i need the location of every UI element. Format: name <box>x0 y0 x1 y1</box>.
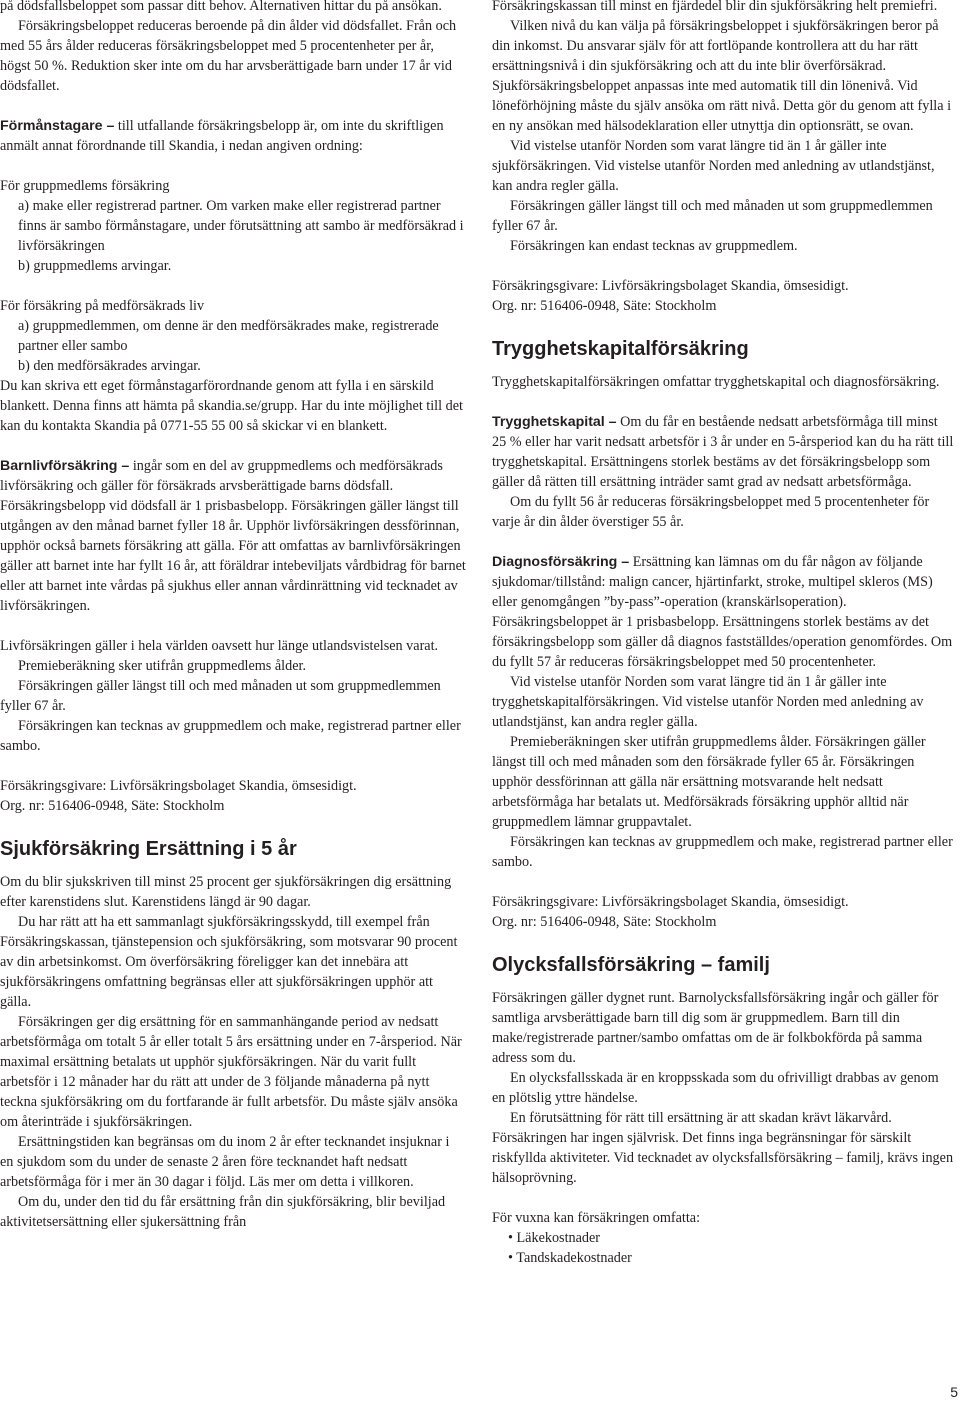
group-member-heading: För gruppmedlems försäkring <box>0 178 170 194</box>
list-item: • Läkekostnader <box>508 1228 954 1248</box>
diagnos-lead: Diagnosförsäkring – <box>492 554 630 570</box>
section-heading: Sjukförsäkring Ersättning i 5 år <box>0 838 297 860</box>
paragraph: Premieberäkningen sker utifrån gruppmedlems ålder. Försäkringen gäller längst till och med månaden som den försäkrade fyller 65 år. Försäkringen upphör dessförinnan att gälla när ersättning motsvarande helt nedsatt arbetsförmåga har betalats ut. Medförsäkrads försäkring upphör alltid när gruppmedlem lämnar gruppavtalet. <box>492 734 926 830</box>
coverage-list <box>492 1228 954 1268</box>
co-insured-heading: För försäkring på medförsäkrads liv <box>0 298 205 314</box>
barnliv-lead: Barnlivförsäkring – <box>0 458 130 474</box>
list-item: b) gruppmedlems arvingar. <box>18 258 172 274</box>
paragraph: Försäkringen ger dig ersättning för en sammanhängande period av nedsatt arbetsförmåga om totalt 5 år eller totalt 5 års ersättning under en 7-årsperiod. När maximal ersättning betalats ut upphör sjukförsäkringen. När du varit fullt arbetsför i 12 månader har du rätt att under de 3 följande månaderna på nytt teckna sjukförsäkring om du fortfarande är fullt arbetsför. Du måste själv ansöka om återinträde i sjukförsäkringen. <box>0 1014 462 1130</box>
paragraph: Vid vistelse utanför Norden som varat längre tid än 1 år gäller inte trygghetskapitalförsäkringen. Vid vistelse utanför Norden med anledning av utlandstjänst, kan andra regler gälla. <box>492 674 924 730</box>
paragraph: Försäkringen gäller dygnet runt. Barnolycksfallsförsäkring ingår och gäller för samtliga arvsberättigade barn till dig som är gruppmedlem. Barn till din make/registrerade partner/sambo omfattas om de är folkbokförda på samma adress som du. <box>492 990 939 1066</box>
insurer-line: Försäkringsgivare: Livförsäkringsbolaget Skandia, ömsesidigt. <box>0 778 357 794</box>
paragraph: Försäkringen kan endast tecknas av gruppmedlem. <box>510 238 798 254</box>
insurer-line: Försäkringsgivare: Livförsäkringsbolaget Skandia, ömsesidigt. <box>492 278 849 294</box>
paragraph: En olycksfallsskada är en kroppsskada som du ofrivilligt drabbas av genom en plötslig yttre händelse. <box>492 1070 939 1106</box>
paragraph: Vilken nivå du kan välja på försäkringsbeloppet i sjukförsäkringen beror på din inkomst. Du ansvarar själv för att fortlöpande kontrollera att du har rätt ersättningsnivå i din sjukförsäkring och att du inte blir överförsäkrad. Sjukförsäkringsbeloppet anpassas inte med automatik till din lönenivå. Vid löneförhöjning måste du själv ansöka om rätt nivå. Detta gör du genom att fylla i en ny ansökan med hälsodeklaration eller utnyttja din optionsrätt, se ovan. <box>492 18 952 134</box>
trygghetskapital-lead: Trygghetskapital – <box>492 414 617 430</box>
barnliv-paragraph <box>0 456 466 616</box>
paragraph: Du har rätt att ha ett sammanlagt sjukförsäkringsskydd, till exempel från Försäkringskassan, tjänstepension och sjukförsäkring, som motsvarar 90 procent av din arbetsinkomst. Om överförsäkring föreligger kan det innebära att sjukförsäkringens omfattning begränsas eller att sjukförsäkringen upphör att gälla. <box>0 914 458 1010</box>
formanstagare-text: till utfallande försäkringsbelopp är, om inte du skriftligen anmält annat förordnande till Skandia, i nedan angiven ordning: <box>0 118 444 154</box>
paragraph: En förutsättning för rätt till ersättning är att skadan krävt läkarvård. Försäkringen har ingen självrisk. Det finns inga begränsningar för särskilt riskfyllda aktiviteter. Vid tecknadet av olycksfallsförsäkring – familj, krävs ingen hälsoprövning. <box>492 1110 954 1186</box>
diagnos-paragraph <box>492 552 954 672</box>
list-item: b) den medförsäkrades arvingar. <box>18 358 201 374</box>
paragraph: Försäkringskassan till minst en fjärdedel blir din sjukförsäkring helt premiefri. <box>492 0 938 14</box>
paragraph: Försäkringsbeloppet reduceras beroende på din ålder vid dödsfallet. Från och med 55 års ålder reduceras försäkringsbeloppet med 5 procentenheter per år, högst 50 %. Reduktion sker inte om du har arvsberättigade barn under 17 år vid dödsfallet. <box>0 18 457 94</box>
diagnos-text: Ersättning kan lämnas om du får någon av följande sjukdomar/tillstånd: malign cancer, hjärtinfarkt, stroke, multipel skleros (MS) eller genomgången ”by-pass”-operation (kranskärlsoperation). Försäkringsbeloppet är 1 prisbasbelopp. Ersättningens storlek bestäms av det försäkringsbelopp som gäller då diagnos fastställdes/operation genomfördes. Om du fyllt 57 år reduceras försäkringsbeloppet med 50 procentenheter. <box>492 554 953 670</box>
paragraph: Du kan skriva ett eget förmånstagarförordnande genom att fylla i en särskild blankett. Denna finns att hämta på skandia.se/grupp. Har du inte möjlighet till det kan du kontakta Skandia på 0771-55 55 00 så skickar vi en blankett. <box>0 378 463 434</box>
paragraph: Om du blir sjukskriven till minst 25 procent ger sjukförsäkringen dig ersättning efter karenstidens slut. Karenstidens längd är 90 dagar. <box>0 874 452 910</box>
left-column <box>0 0 466 1232</box>
org-number-line: Org. nr: 516406-0948, Säte: Stockholm <box>0 798 225 814</box>
paragraph: Vid vistelse utanför Norden som varat längre tid än 1 år gäller inte sjukförsäkringen. Vid vistelse utanför Norden med anledning av utlandstjänst, kan andra regler gälla. <box>492 138 935 194</box>
formanstagare-lead: Förmånstagare – <box>0 118 115 134</box>
paragraph: Försäkringen kan tecknas av gruppmedlem och make, registrerad partner eller sambo. <box>0 718 461 754</box>
paragraph: Trygghetskapitalförsäkringen omfattar trygghetskapital och diagnosförsäkring. <box>492 374 940 390</box>
right-column <box>492 0 954 1268</box>
paragraph: Försäkringen gäller längst till och med månaden ut som gruppmedlemmen fyller 67 år. <box>0 678 441 714</box>
paragraph: Ersättningstiden kan begränsas om du inom 2 år efter tecknandet insjuknar i en sjukdom som du under de senaste 2 åren före tecknandet haft nedsatt arbetsförmåga för i mer än 30 dagar i följd. Läs mer om detta i villkoren. <box>0 1134 450 1190</box>
formanstagare-paragraph <box>0 116 466 156</box>
paragraph: Om du, under den tid du får ersättning från din sjukförsäkring, blir beviljad aktivitetsersättning eller sjukersättning från <box>0 1194 446 1230</box>
trygghetskapital-text: Om du får en bestående nedsatt arbetsförmåga till minst 25 % eller har varit nedsatt arbetsför i 3 år under en 5-årsperiod kan du ha rätt till trygghetskapital. Ersättningens storlek bestäms av det försäkringsbelopp som gäller då rätten till ersättning inträder samt grad av nedsatt arbetsförmåga. <box>492 414 954 490</box>
paragraph: Premieberäkning sker utifrån gruppmedlems ålder. <box>18 658 306 674</box>
org-number-line: Org. nr: 516406-0948, Säte: Stockholm <box>492 298 717 314</box>
section-heading: Olycksfallsförsäkring – familj <box>492 954 770 976</box>
paragraph: Livförsäkringen gäller i hela världen oavsett hur länge utlandsvistelsen varat. <box>0 638 439 654</box>
barnliv-text: ingår som en del av gruppmedlems och medförsäkrads livförsäkring och gäller för försäkrads arvsberättigade barns dödsfall. Försäkringsbelopp vid dödsfall är 1 prisbasbelopp. Försäkringen gäller längst till utgången av den månad barnet fyller 18 år. Upphör livförsäkringen dessförinnan, upphör också barnets försäkring att gälla. För att omfattas av barnlivförsäkringen gäller att barnet inte har fyllt 16 år, att föräldrar intebeviljats vårdbidrag för barnet eller att barnet inte vårdas på sjukhus eller annan vårdinrättning vid tecknadet av livförsäkringen. <box>0 458 466 614</box>
paragraph: Försäkringen gäller längst till och med månaden ut som gruppmedlemmen fyller 67 år. <box>492 198 933 234</box>
paragraph: Om du fyllt 56 år reduceras försäkringsbeloppet med 5 procentenheter för varje år din ålder överstiger 55 år. <box>492 494 930 530</box>
list-item: a) gruppmedlemmen, om denne är den medförsäkrades make, registrerade partner eller sambo <box>18 318 439 354</box>
paragraph: Försäkringen kan tecknas av gruppmedlem och make, registrerad partner eller sambo. <box>492 834 953 870</box>
section-heading: Trygghetskapitalförsäkring <box>492 338 749 360</box>
list-item: • Tandskadekostnader <box>508 1248 954 1268</box>
insurer-line: Försäkringsgivare: Livförsäkringsbolaget Skandia, ömsesidigt. <box>492 894 849 910</box>
adults-coverage-intro: För vuxna kan försäkringen omfatta: <box>492 1210 701 1226</box>
org-number-line: Org. nr: 516406-0948, Säte: Stockholm <box>492 914 717 930</box>
list-item: a) make eller registrerad partner. Om varken make eller registrerad partner finns är sambo förmånstagare, under förutsättning att sambo är medförsäkrad i livförsäkringen <box>18 198 464 254</box>
trygghetskapital-paragraph <box>492 412 954 492</box>
paragraph: på dödsfallsbeloppet som passar ditt behov. Alternativen hittar du på ansökan. <box>0 0 442 14</box>
page-number: 5 <box>950 1384 958 1400</box>
